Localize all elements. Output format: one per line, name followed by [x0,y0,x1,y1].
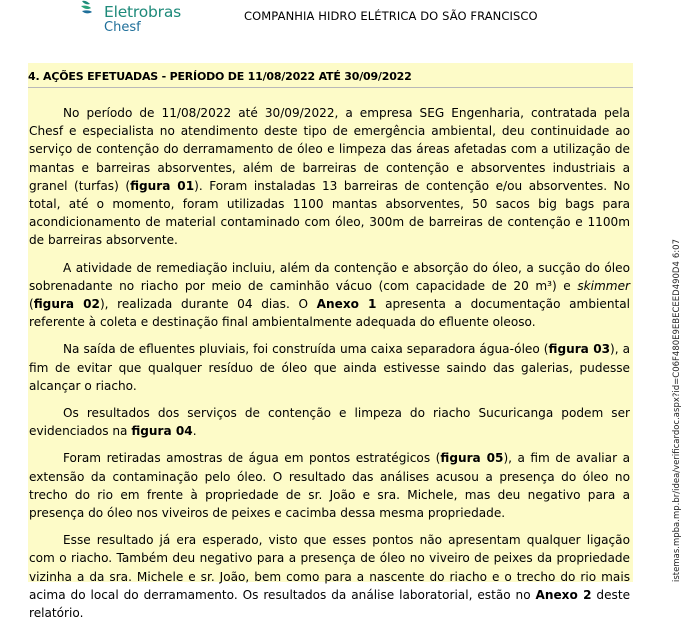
bold-reference: figura 01 [130,178,195,193]
paragraph [29,340,630,395]
bold-reference: figura 03 [548,342,611,357]
text-run: Esse resultado já era esperado, visto que esses pontos não apresentam qualquer ligação com o riacho. Também deu negativo para a presença de óleo no viveiro de peixes da propriedade vizinha a da sra. Michele e sr. João, bem como para a nascente do riacho e o trecho do rio mais acima do local do derramamento. Os resultados da análise laboratorial, estão no [29,533,630,602]
paragraph [29,404,630,440]
logo-sub: Chesf [104,20,141,35]
company-name: COMPANHIA HIDRO ELÉTRICA DO SÃO FRANCISCO [244,9,538,23]
section-title: 4. AÇÕES EFETUADAS - PERÍODO DE 11/08/2022 ATÉ 30/09/2022 [28,70,412,83]
bold-reference: figura 04 [131,424,193,439]
paragraph [29,259,630,332]
text-run: ), a fim de evitar que qualquer resíduo de óleo que ainda estivesse saindo das galerias, pudesse alcançar o riacho. [29,342,630,393]
text-run: Na saída de efluentes pluviais, foi construída uma caixa separadora água-óleo ( [63,342,549,357]
section-divider [28,87,633,88]
paragraph [29,449,630,522]
text-run: No período de 11/08/2022 até 30/09/2022, a empresa SEG Engenharia, contratada pela Chesf e especialista no atendimento deste tipo de emergência ambiental, deu continuidade ao serviço de contenção do derramamento de óleo e limpeza das áreas afetadas com a utilização de mantas e barreiras absorventes, além de barreiras de contenção e absorventes industriais a granel (turfas) ( [29,106,630,193]
body-text [29,104,630,631]
bold-reference: figura 02 [33,297,100,312]
paragraph [29,104,630,250]
text-run: ), a fim de avaliar a extensão da contaminação pelo óleo. O resultado das análises acusou a presença do óleo no trecho do rio em frente à propriedade de sr. João e sra. Michele, mas deu negativo para a presença do óleo nos viveiros de peixes e cacimba dessa mesma propriedade. [29,451,630,521]
bold-reference: figura 05 [440,451,504,466]
bold-reference: Anexo 1 [316,297,377,312]
eletrobras-chesf-logo [78,0,198,38]
paragraph [29,531,630,622]
text-run: Foram retiradas amostras de água em pontos estratégicos ( [63,451,441,466]
logo-name: Eletrobras [104,3,182,21]
italic-term: skimmer [577,278,630,293]
text-run: . [192,424,197,439]
side-url: istemas.mpba.mp.br/idea/verificardoc.aspx?id=C06F480E9EBECEED490D4 [672,261,682,582]
text-run: ), realizada durante 04 dias. O [99,297,317,312]
text-run: A atividade de remediação incluiu, além da contenção e absorção do óleo, a sucção do óleo sobrenadante no riacho por meio de caminhão vácuo (com capacidade de 20 m³) e [29,260,630,293]
text-run: ( [29,297,34,312]
bold-reference: Anexo 2 [535,587,592,602]
text-run: ). Foram instaladas 13 barreiras de contenção e/ou absorventes. No total, até o momento, foram utilizadas 1100 mantas absorventes, 50 sacos big bags para acondicionamento de material contaminado com óleo, 300m de barreiras de contenção e 1100m de barreiras absorvente. [29,178,631,248]
eletrobras-logo-mark-icon [78,0,104,24]
text-run: deste relatório. [29,587,631,621]
side-verification-note [672,239,682,582]
text-run: Os resultados dos serviços de contenção e limpeza do riacho Sucuricanga podem ser evidenciados na [29,406,630,439]
text-run: apresenta a documentação ambiental referente à coleta e destinação final ambientalmente adequada do efluente oleoso. [29,297,630,330]
side-value: 6:07 [672,239,682,259]
